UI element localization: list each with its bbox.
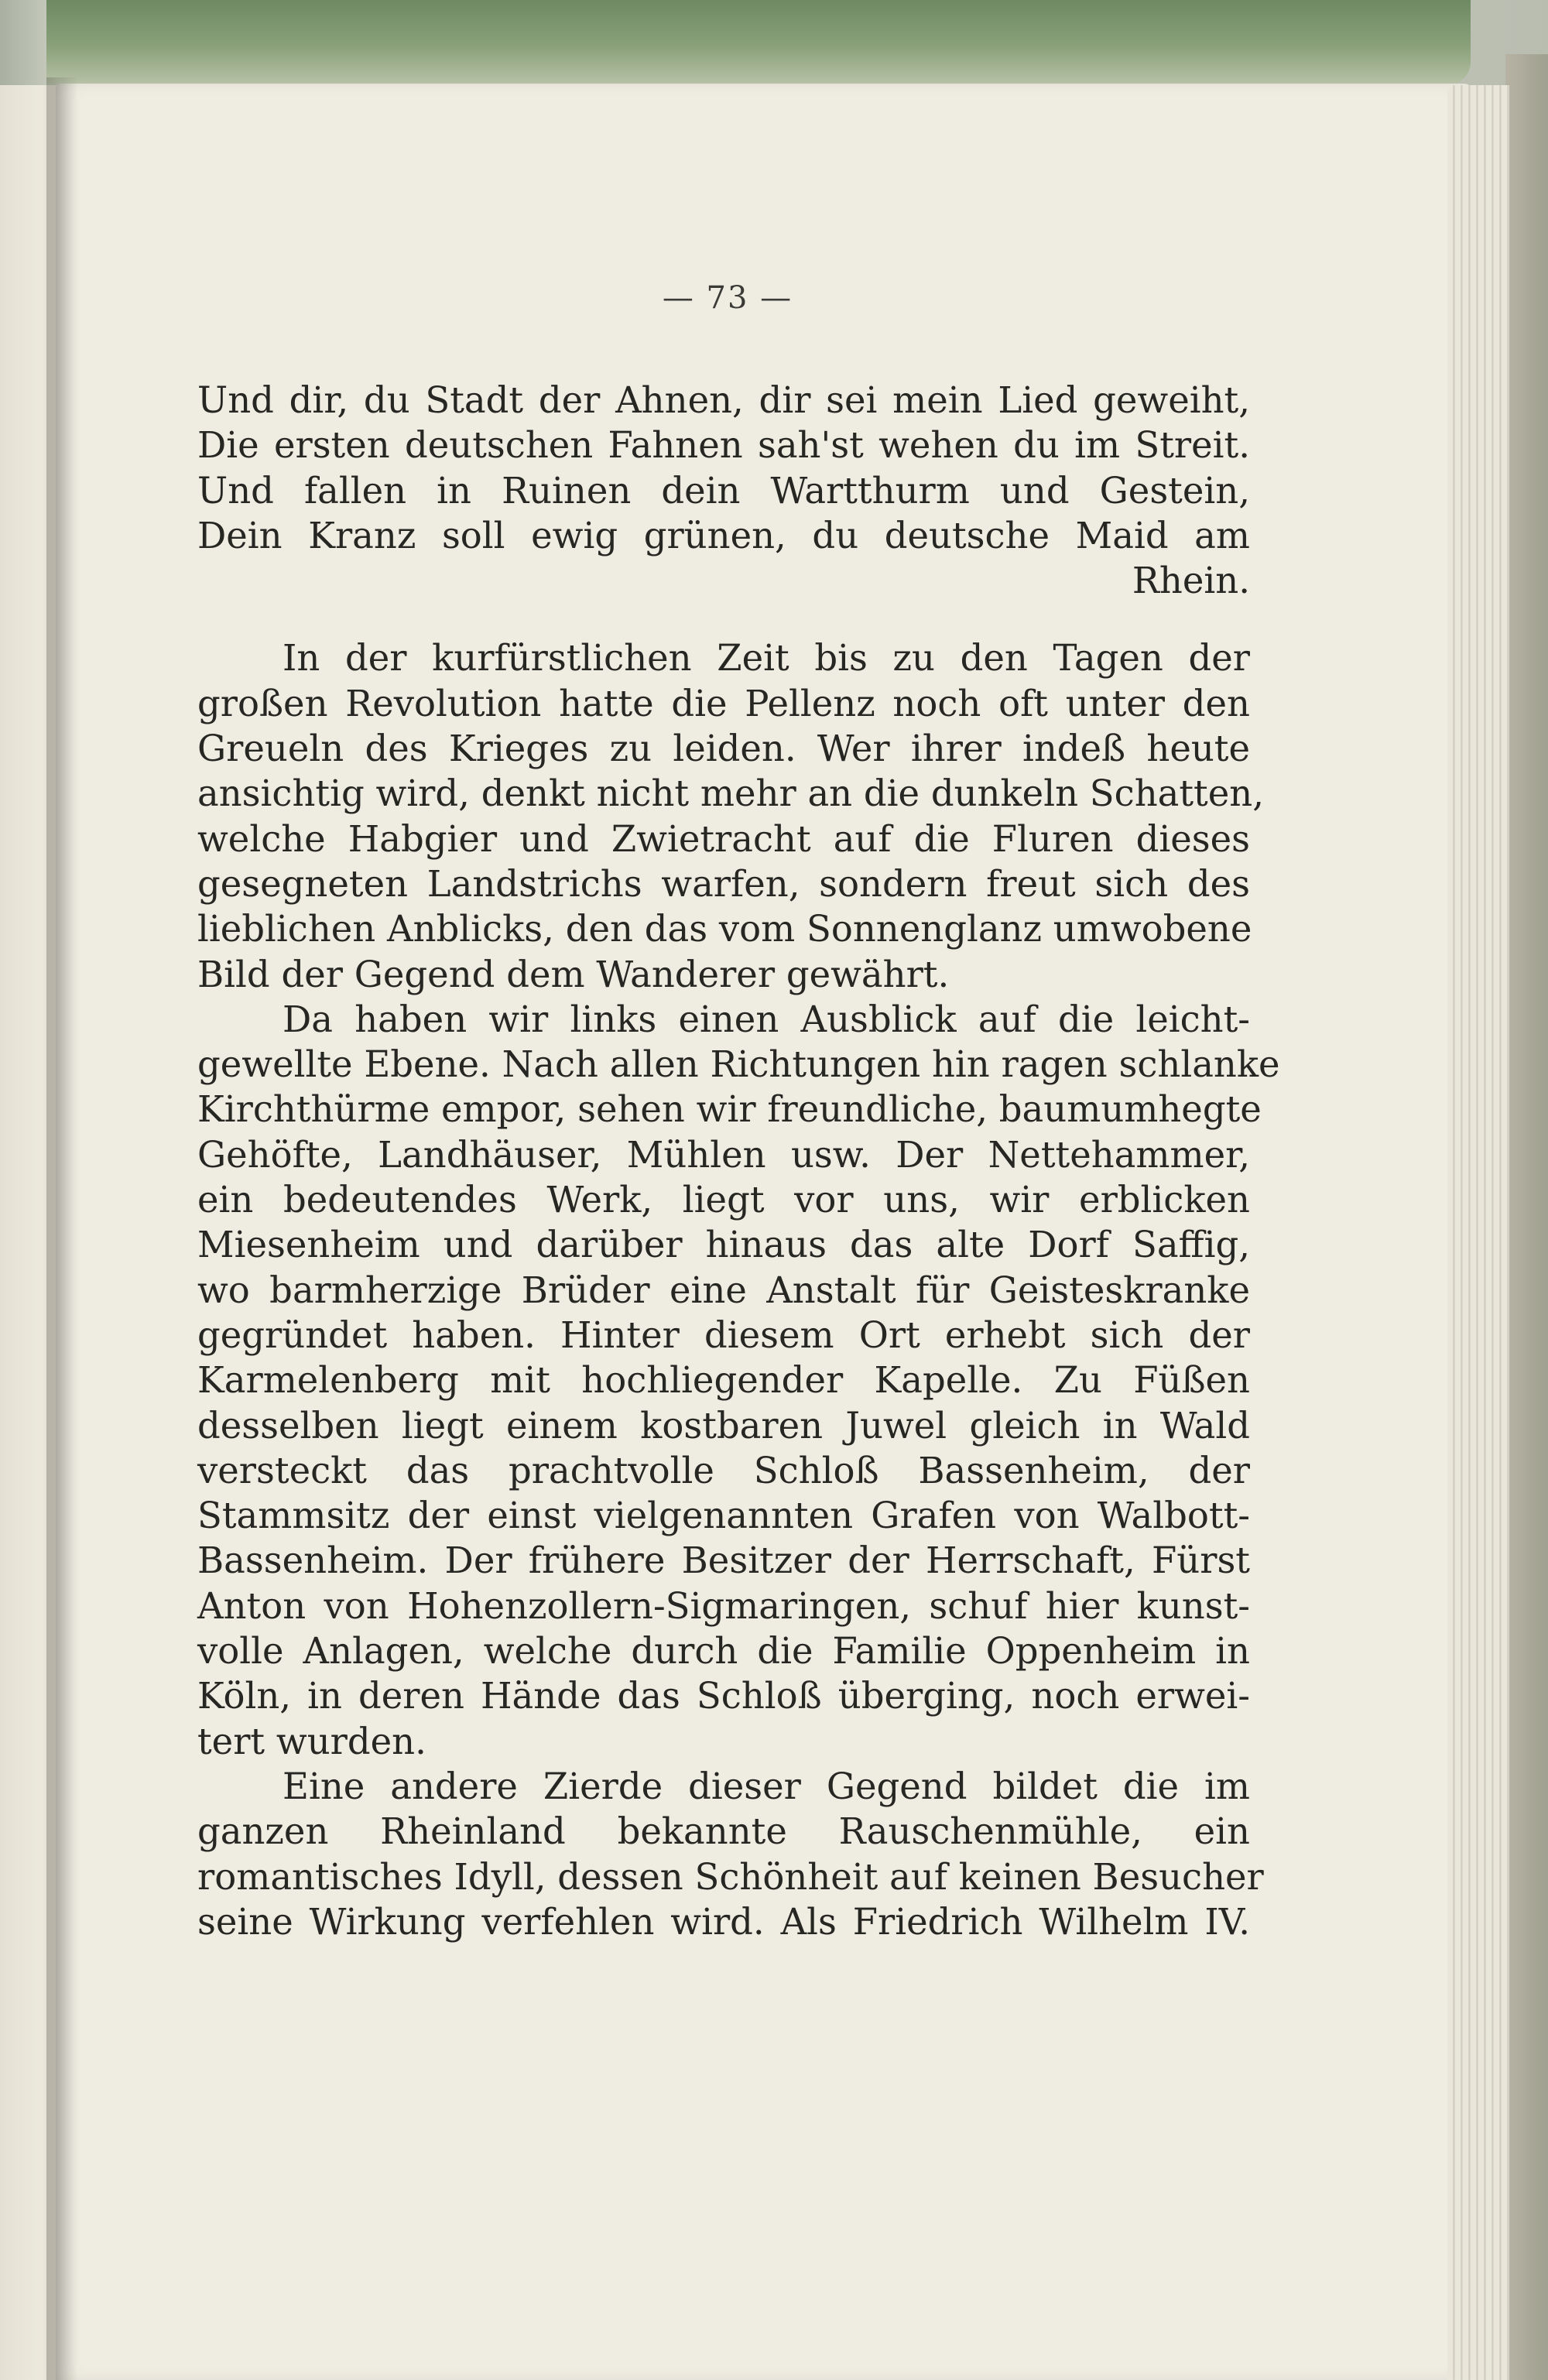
- paragraph-line: Anton von Hohenzollern-Sigmaringen, schuf hier kunst-: [197, 1584, 1250, 1627]
- paragraph-line: lieblichen Anblicks, den das vom Sonnenglanz umwobene: [197, 908, 1252, 950]
- poem-line: Rhein.: [1132, 560, 1250, 602]
- book-edge-shadow: [1505, 54, 1548, 2380]
- poem-line: Und fallen in Ruinen dein Wartthurm und Gestein,: [197, 469, 1250, 512]
- poem-line: Und dir, du Stadt der Ahnen, dir sei mein Lied geweiht,: [197, 379, 1250, 421]
- paragraph-line: romantisches Idyll, dessen Schönheit auf keinen Besucher: [197, 1855, 1264, 1898]
- paragraph-line: ein bedeutendes Werk, liegt vor uns, wir erblicken: [197, 1179, 1250, 1221]
- paragraph-line: Stammsitz der einst vielgenannten Grafen von Walbott-: [197, 1495, 1250, 1537]
- page-gutter: [46, 77, 77, 2380]
- paragraph-gap: [197, 603, 1250, 635]
- poem-line: Die ersten deutschen Fahnen sah'st wehen du im Streit.: [197, 424, 1250, 467]
- paragraph-line: Eine andere Zierde dieser Gegend bildet die im: [283, 1765, 1250, 1807]
- paragraph-line: seine Wirkung verfehlen wird. Als Friedrich Wilhelm IV.: [197, 1900, 1250, 1943]
- paragraph-line: Köln, in deren Hände das Schloß überging, noch erwei-: [197, 1675, 1250, 1717]
- paragraph-line: ganzen Rheinland bekannte Rauschenmühle, ein: [197, 1810, 1250, 1853]
- paragraph-line: Greueln des Krieges zu leiden. Wer ihrer indeß heute: [197, 728, 1250, 770]
- paragraph-line: Da haben wir links einen Ausblick auf die leicht-: [283, 998, 1250, 1040]
- paragraph-line: welche Habgier und Zwietracht auf die Fluren dieses: [197, 817, 1250, 860]
- paragraph-line: ansichtig wird, denkt nicht mehr an die dunkeln Schatten,: [197, 772, 1264, 815]
- page-text: [197, 378, 1280, 1944]
- paragraph-line: tert wurden.: [197, 1720, 426, 1762]
- paragraph-line: volle Anlagen, welche durch die Familie Oppenheim in: [197, 1630, 1250, 1673]
- paragraph-line: gegründet haben. Hinter diesem Ort erhebt sich der: [197, 1313, 1250, 1356]
- paragraph-line: gesegneten Landstrichs warfen, sondern freut sich des: [197, 862, 1250, 905]
- paragraph-line: versteckt das prachtvolle Schloß Bassenheim, der: [197, 1449, 1250, 1491]
- paragraph-line: In der kurfürstlichen Zeit bis zu den Tagen der: [283, 637, 1250, 680]
- paragraph-line: gewellte Ebene. Nach allen Richtungen hin ragen schlanke: [197, 1043, 1280, 1086]
- page-number: — 73 —: [662, 280, 793, 316]
- page-edges: [1447, 85, 1509, 2380]
- paragraph-line: Gehöfte, Landhäuser, Mühlen usw. Der Nettehammer,: [197, 1133, 1250, 1176]
- paragraph-line: Karmelenberg mit hochliegender Kapelle. Zu Füßen: [197, 1359, 1250, 1402]
- paragraph-line: wo barmherzige Brüder eine Anstalt für Geisteskranke: [197, 1269, 1250, 1311]
- paragraph-line: Bassenheim. Der frühere Besitzer der Herrschaft, Fürst: [197, 1539, 1250, 1582]
- paragraph-line: Miesenheim und darüber hinaus das alte Dorf Saffig,: [197, 1224, 1250, 1266]
- book-spine: [46, 0, 1471, 85]
- paragraph-line: Bild der Gegend dem Wanderer gewährt.: [197, 953, 950, 995]
- paragraph-line: desselben liegt einem kostbaren Juwel gleich in Wald: [197, 1404, 1250, 1447]
- poem-line: Dein Kranz soll ewig grünen, du deutsche Maid am: [197, 514, 1250, 556]
- paragraph-line: großen Revolution hatte die Pellenz noch oft unter den: [197, 682, 1250, 724]
- paragraph-line: Kirchthürme empor, sehen wir freundliche, baumumhegte: [197, 1088, 1262, 1131]
